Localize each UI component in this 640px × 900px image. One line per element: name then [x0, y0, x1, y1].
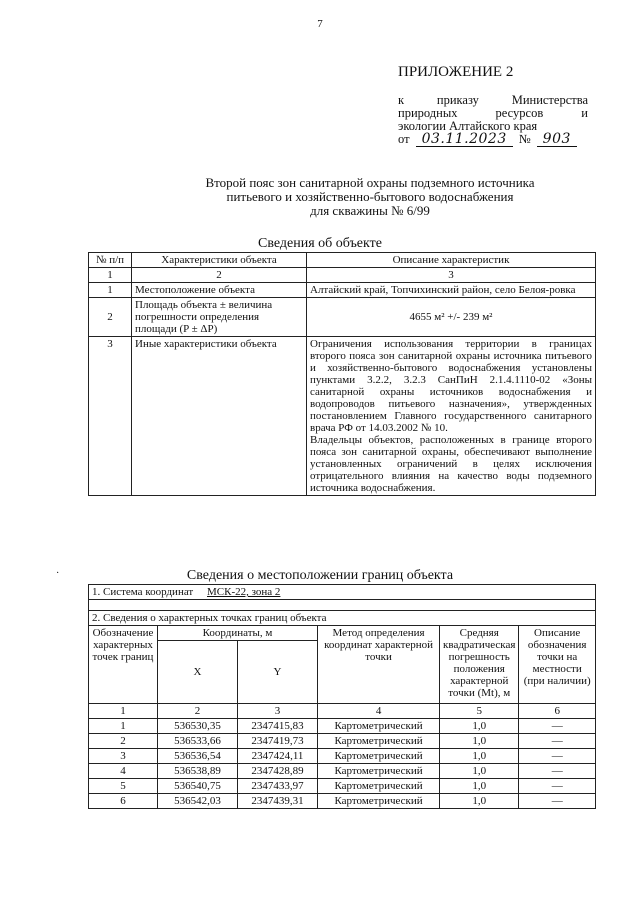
order-date: 03.11.2023	[416, 133, 513, 147]
row-description: Алтайский край, Топчихинский район, село Белоя-ровка	[307, 283, 596, 298]
header-x: X	[157, 641, 237, 704]
point-description: —	[519, 734, 596, 749]
point-description: —	[519, 719, 596, 734]
table-row	[89, 298, 596, 337]
spacer-cell	[89, 600, 596, 611]
header-characteristic: Характеристики объекта	[132, 253, 307, 268]
point-number: 3	[89, 749, 158, 764]
appendix-title: ПРИЛОЖЕНИЕ 2	[398, 64, 514, 80]
owners-paragraph: Владельцы объектов, расположенных в границе второго пояса зон санитарной охраны, обеспечивают выполнение установленных ограничений в целях исключения отрицательного влияния на качество воды подземного источника водоснабжения.	[310, 434, 592, 494]
order-word-resources: ресурсов	[495, 106, 544, 120]
heading-line-2: питьевого и хозяйственно-бытового водоснабжения	[226, 189, 514, 204]
point-y: 2347415,83	[237, 719, 317, 734]
order-reference	[398, 94, 588, 147]
header-coords: Координаты, м	[157, 626, 317, 641]
point-number: 4	[89, 764, 158, 779]
col-number: 1	[89, 268, 132, 283]
row-characteristic: Иные характеристики объекта	[132, 337, 307, 496]
point-y: 2347424,11	[237, 749, 317, 764]
point-x: 536540,75	[157, 779, 237, 794]
margin-mark: ·	[56, 568, 60, 579]
column-number-row	[89, 268, 596, 283]
header-y: Y	[237, 641, 317, 704]
point-x: 536533,66	[157, 734, 237, 749]
point-method: Картометрический	[318, 749, 440, 764]
coord-system-cell	[89, 585, 596, 600]
points-label-row	[89, 611, 596, 626]
point-accuracy: 1,0	[440, 719, 519, 734]
coord-system-value: МСК-22, зона 2	[206, 586, 281, 598]
header-accuracy: Средняя квадратическая погрешность положения характерной точки (Mt), м	[440, 626, 519, 704]
table-row	[89, 734, 596, 749]
row-characteristic: Площадь объекта ± величина погрешности определения площади (P ± ΔP)	[132, 298, 307, 337]
heading-line-3: для скважины № 6/99	[310, 203, 430, 218]
col-number: 6	[519, 704, 596, 719]
row-number: 2	[89, 298, 132, 337]
order-line-3: экологии Алтайского края	[398, 119, 538, 133]
table-header-row	[89, 253, 596, 268]
points-label-cell: 2. Сведения о характерных точках границ объекта	[89, 611, 596, 626]
coord-system-label: 1. Система координат	[92, 586, 194, 598]
table-row	[89, 794, 596, 809]
point-description: —	[519, 764, 596, 779]
col-number: 4	[318, 704, 440, 719]
point-description: —	[519, 749, 596, 764]
order-date-line	[398, 133, 588, 147]
point-method: Картометрический	[318, 794, 440, 809]
order-word-and: и	[581, 106, 588, 120]
col-number: 1	[89, 704, 158, 719]
restriction-paragraph: Ограничения использования территории в границах второго пояса зон санитарной охраны источника питьевого и хозяйственно-бытового водоснабжения установлены пунктами 3.2.2, 3.2.3 СанПиН 2.1.4.1110-02 «Зоны санитарной охраны источников водоснабжения и водопроводов питьевого назначения», утвержденных постановлением Главного государственного санитарного врача РФ от 14.03.2002 № 10.	[310, 338, 592, 434]
col-number: 2	[132, 268, 307, 283]
row-description: 4655 м² +/- 239 м²	[307, 298, 596, 337]
location-table	[88, 584, 596, 809]
col-number: 3	[237, 704, 317, 719]
column-number-row	[89, 704, 596, 719]
point-x: 536530,35	[157, 719, 237, 734]
order-word-ministry: Министерства	[511, 93, 588, 107]
order-number: 903	[537, 133, 577, 147]
object-section-title: Сведения об объекте	[258, 236, 382, 251]
point-number: 2	[89, 734, 158, 749]
point-description: —	[519, 779, 596, 794]
order-word-natural: природных	[398, 106, 458, 120]
table-row	[89, 283, 596, 298]
point-method: Картометрический	[318, 779, 440, 794]
document-heading	[120, 176, 620, 218]
col-number: 5	[440, 704, 519, 719]
point-method: Картометрический	[318, 719, 440, 734]
heading-line-1: Второй пояс зон санитарной охраны подземного источника	[205, 175, 535, 190]
point-description: —	[519, 794, 596, 809]
order-word-prikaz: приказу	[436, 93, 479, 107]
from-label: от	[398, 132, 410, 146]
point-accuracy: 1,0	[440, 749, 519, 764]
point-number: 5	[89, 779, 158, 794]
table-row	[89, 749, 596, 764]
col-number: 2	[157, 704, 237, 719]
point-x: 536538,89	[157, 764, 237, 779]
table-row	[89, 337, 596, 496]
row-number: 1	[89, 283, 132, 298]
point-number: 6	[89, 794, 158, 809]
header-number: № п/п	[89, 253, 132, 268]
points-body	[89, 719, 596, 809]
table-row	[89, 764, 596, 779]
table-row	[89, 719, 596, 734]
header-designation: Обозначение характерных точек границ	[89, 626, 158, 704]
row-number: 3	[89, 337, 132, 496]
row-description	[307, 337, 596, 496]
page-number: 7	[317, 18, 323, 30]
point-number: 1	[89, 719, 158, 734]
point-x: 536536,54	[157, 749, 237, 764]
header-point-description: Описание обозначения точки на местности (при наличии)	[519, 626, 596, 704]
point-accuracy: 1,0	[440, 779, 519, 794]
spacer-row	[89, 600, 596, 611]
point-method: Картометрический	[318, 734, 440, 749]
point-method: Картометрический	[318, 764, 440, 779]
point-y: 2347428,89	[237, 764, 317, 779]
points-header-row	[89, 626, 596, 641]
object-table	[88, 252, 596, 496]
col-number: 3	[307, 268, 596, 283]
point-y: 2347433,97	[237, 779, 317, 794]
header-method: Метод определения координат характерной точки	[318, 626, 440, 704]
point-y: 2347439,31	[237, 794, 317, 809]
order-word-k: к	[398, 93, 405, 107]
coord-system-row	[89, 585, 596, 600]
table-row	[89, 779, 596, 794]
location-section-title: Сведения о местоположении границ объекта	[186, 568, 454, 583]
row-characteristic: Местоположение объекта	[132, 283, 307, 298]
point-y: 2347419,73	[237, 734, 317, 749]
point-x: 536542,03	[157, 794, 237, 809]
number-label: №	[518, 132, 531, 146]
point-accuracy: 1,0	[440, 734, 519, 749]
point-accuracy: 1,0	[440, 794, 519, 809]
point-accuracy: 1,0	[440, 764, 519, 779]
header-description: Описание характеристик	[307, 253, 596, 268]
